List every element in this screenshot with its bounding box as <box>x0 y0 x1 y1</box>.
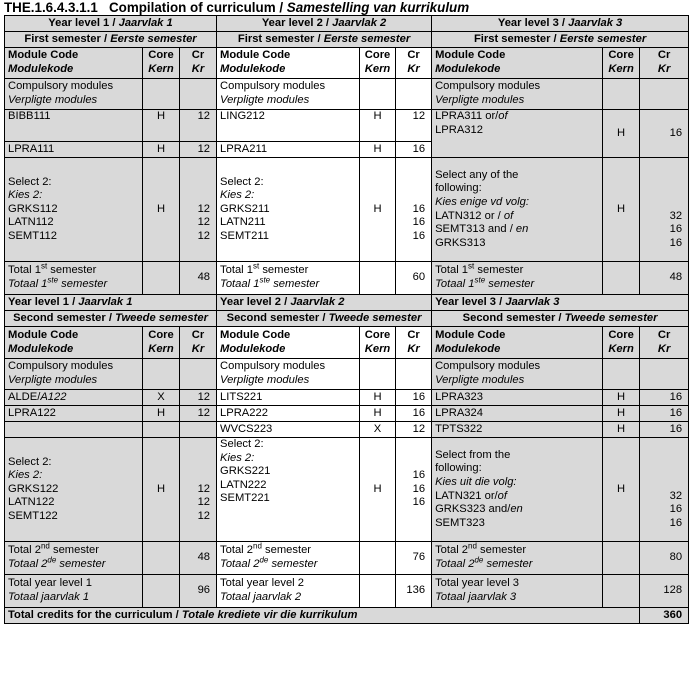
year-header-2: Year level 2 / Jaarvlak 2 <box>217 295 432 311</box>
module-cr: 16 <box>396 142 432 158</box>
module-core: H <box>603 390 640 406</box>
semester-header-row <box>5 32 689 48</box>
col-cr: Cr Kr <box>180 327 217 359</box>
col-module-code: Module Code Modulekode <box>5 48 143 79</box>
semester-header-1: Second semester / Tweede semester <box>5 311 217 327</box>
select-cr: 12 12 12 <box>180 438 217 542</box>
grand-total-label: Total credits for the curriculum / Totale krediete vir die kurrikulum <box>5 608 640 624</box>
col-cr: Cr Kr <box>396 48 432 79</box>
module-core: H <box>603 422 640 438</box>
select-cr: 12 12 12 <box>180 158 217 262</box>
total-label: Total 2nd semester Totaal 2de semester <box>217 542 360 575</box>
module-core: X <box>143 390 180 406</box>
year-header-3: Year level 3 / Jaarvlak 3 <box>432 16 689 32</box>
col-core: Core Kern <box>603 327 640 359</box>
table-row <box>5 422 689 438</box>
module-code: WVCS223 <box>217 422 360 438</box>
module-cr: 16 <box>640 422 689 438</box>
module-code: LITS221 <box>217 390 360 406</box>
select-cr: 32 16 16 <box>640 438 689 542</box>
select-cr: 16 16 16 <box>396 438 432 542</box>
compulsory-label: Compulsory modules Verpligte modules <box>217 79 360 110</box>
module-cr: 16 <box>396 390 432 406</box>
module-code: LPRA311 or/of LPRA312 <box>432 110 603 158</box>
semester-header-3: Second semester / Tweede semester <box>432 311 689 327</box>
year-header-3: Year level 3 / Jaarvlak 3 <box>432 295 689 311</box>
module-cr: 16 <box>640 390 689 406</box>
select-core: H <box>603 438 640 542</box>
select-group: Select 2: Kies 2: GRKS122 LATN122 SEMT122 <box>5 438 143 542</box>
module-code: BIBB111 <box>5 110 143 142</box>
compulsory-row <box>5 79 689 110</box>
year-total-cr: 128 <box>640 575 689 608</box>
module-cr: 16 <box>640 406 689 422</box>
year-total-label: Total year level 1 Totaal jaarvlak 1 <box>5 575 143 608</box>
module-cr: 12 <box>396 422 432 438</box>
col-module-code: Module Code Modulekode <box>5 327 143 359</box>
select-cr: 16 16 16 <box>396 158 432 262</box>
col-core: Core Kern <box>603 48 640 79</box>
year-total-label: Total year level 3 Totaal jaarvlak 3 <box>432 575 603 608</box>
select-cr: 32 16 16 <box>640 158 689 262</box>
module-code: LPRA222 <box>217 406 360 422</box>
semester-total-row <box>5 262 689 295</box>
select-core: H <box>603 158 640 262</box>
module-cr: 12 <box>180 406 217 422</box>
module-cr: 12 <box>396 110 432 142</box>
col-module-code: Module Code Modulekode <box>432 327 603 359</box>
col-module-code: Module Code Modulekode <box>217 48 360 79</box>
total-cr: 80 <box>640 542 689 575</box>
total-cr: 48 <box>180 262 217 295</box>
module-cr: 16 <box>640 110 689 158</box>
module-core: X <box>360 422 396 438</box>
compulsory-label: Compulsory modules Verpligte modules <box>5 79 143 110</box>
table-row <box>5 110 689 142</box>
total-label: Total 2nd semester Totaal 2de semester <box>432 542 603 575</box>
col-cr: Cr Kr <box>396 327 432 359</box>
select-core: H <box>143 438 180 542</box>
compulsory-row <box>5 359 689 390</box>
year-header-row <box>5 295 689 311</box>
table-row <box>5 390 689 406</box>
table-row <box>5 406 689 422</box>
title-text-af: Samestelling van kurrikulum <box>286 0 470 15</box>
compulsory-label: Compulsory modules Verpligte modules <box>5 359 143 390</box>
year-header-2: Year level 2 / Jaarvlak 2 <box>217 16 432 32</box>
semester-header-2: Second semester / Tweede semester <box>217 311 432 327</box>
total-label: Total 1st semester Totaal 1ste semester <box>217 262 360 295</box>
curriculum-table <box>4 15 689 624</box>
year-total-label: Total year level 2 Totaal jaarvlak 2 <box>217 575 360 608</box>
title-code: THE.1.6.4.3.1.1 <box>4 0 98 15</box>
module-code: LPRA111 <box>5 142 143 158</box>
total-cr: 48 <box>640 262 689 295</box>
select-group: Select 2: Kies 2: GRKS221 LATN222 SEMT221 <box>217 438 360 542</box>
select-group: Select 2: Kies 2: GRKS211 LATN211 SEMT211 <box>217 158 360 262</box>
total-cr: 76 <box>396 542 432 575</box>
select-group: Select 2: Kies 2: GRKS112 LATN112 SEMT112 <box>5 158 143 262</box>
module-code: ALDE/A122 <box>5 390 143 406</box>
module-code: LING212 <box>217 110 360 142</box>
grand-total-cr: 360 <box>640 608 689 624</box>
total-label: Total 2nd semester Totaal 2de semester <box>5 542 143 575</box>
module-core: H <box>603 406 640 422</box>
module-core: H <box>143 142 180 158</box>
column-header-row <box>5 48 689 79</box>
module-code: LPRA323 <box>432 390 603 406</box>
compulsory-label: Compulsory modules Verpligte modules <box>432 79 603 110</box>
column-header-row <box>5 327 689 359</box>
select-core: H <box>360 438 396 542</box>
col-core: Core Kern <box>360 48 396 79</box>
module-core: H <box>360 390 396 406</box>
year-header-row <box>5 16 689 32</box>
module-core: H <box>143 406 180 422</box>
module-core: H <box>360 142 396 158</box>
module-code: LPRA324 <box>432 406 603 422</box>
module-cr: 16 <box>396 406 432 422</box>
year-total-cr: 96 <box>180 575 217 608</box>
module-cr: 12 <box>180 390 217 406</box>
total-label: Total 1st semester Totaal 1ste semester <box>432 262 603 295</box>
compulsory-label: Compulsory modules Verpligte modules <box>432 359 603 390</box>
semester-total-row <box>5 542 689 575</box>
year-total-cr: 136 <box>396 575 432 608</box>
module-code: LPRA122 <box>5 406 143 422</box>
semester-header-3: First semester / Eerste semester <box>432 32 689 48</box>
select-row <box>5 438 689 542</box>
compulsory-label: Compulsory modules Verpligte modules <box>217 359 360 390</box>
module-cr: 12 <box>180 142 217 158</box>
module-code: LPRA211 <box>217 142 360 158</box>
module-core: H <box>143 110 180 142</box>
grand-total-row <box>5 608 689 624</box>
total-cr: 60 <box>396 262 432 295</box>
col-core: Core Kern <box>143 48 180 79</box>
col-core: Core Kern <box>143 327 180 359</box>
module-cr: 12 <box>180 110 217 142</box>
page-title <box>4 0 469 15</box>
col-module-code: Module Code Modulekode <box>432 48 603 79</box>
col-module-code: Module Code Modulekode <box>217 327 360 359</box>
semester-header-2: First semester / Eerste semester <box>217 32 432 48</box>
col-cr: Cr Kr <box>640 327 689 359</box>
module-core: H <box>360 110 396 142</box>
year-header-1: Year level 1 / Jaarvlak 1 <box>5 16 217 32</box>
module-core: H <box>603 110 640 158</box>
select-row <box>5 158 689 262</box>
total-label: Total 1st semester Totaal 1ste semester <box>5 262 143 295</box>
semester-header-row <box>5 311 689 327</box>
module-core: H <box>360 406 396 422</box>
title-text: Compilation of curriculum / <box>108 0 284 15</box>
select-core: H <box>143 158 180 262</box>
select-group: Select any of the following: Kies enige vd volg: LATN312 or / of SEMT313 and / en GRKS313 <box>432 158 603 262</box>
col-cr: Cr Kr <box>640 48 689 79</box>
semester-header-1: First semester / Eerste semester <box>5 32 217 48</box>
col-cr: Cr Kr <box>180 48 217 79</box>
year-total-row <box>5 575 689 608</box>
module-code: TPTS322 <box>432 422 603 438</box>
year-header-1: Year level 1 / Jaarvlak 1 <box>5 295 217 311</box>
select-group: Select from the following: Kies uit die volg: LATN321 or/of GRKS323 and/en SEMT323 <box>432 438 603 542</box>
col-core: Core Kern <box>360 327 396 359</box>
total-cr: 48 <box>180 542 217 575</box>
select-core: H <box>360 158 396 262</box>
